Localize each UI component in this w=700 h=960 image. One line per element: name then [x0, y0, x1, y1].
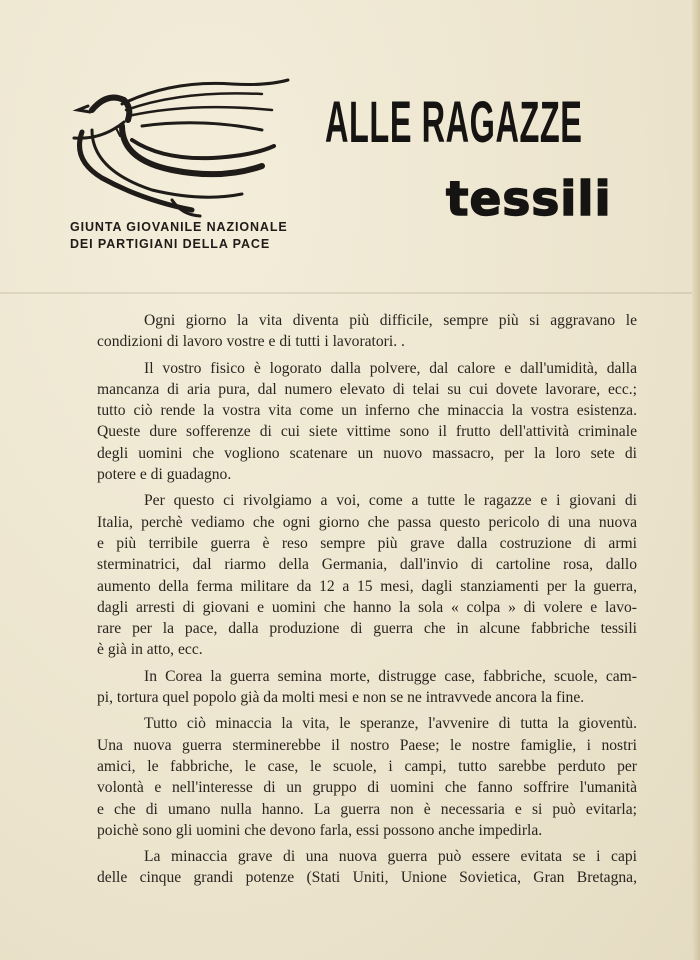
dove-icon [62, 70, 294, 220]
text-line: pi, tortura quel popolo già da molti mesi e non se ne intravvede ancora la fine. [97, 689, 585, 707]
text-line: Per questo ci rivolgiamo a voi, come a tutte le ragazze e i giovani di [144, 492, 637, 510]
text-line: Ogni giorno la vita diventa più difficile, sempre più si aggravano le [144, 312, 637, 329]
paragraph [97, 846, 637, 889]
text-line: rare per la pace, dalla produzione di guerra che in alcune fabbriche tessili [97, 620, 637, 638]
paragraph [97, 310, 637, 353]
text-line: e più terribile guerra è reso sempre più grave dalla costruzione di armi [97, 534, 637, 552]
text-line: volontà e nell'interesse di un gruppo di uomini che fanno soffrire l'umanità [97, 779, 637, 797]
fold-crease [0, 292, 700, 294]
text-line: mancanza di aria pura, dal numero elevato di telai su cui dovete lavorare, ecc.; [97, 380, 637, 398]
text-line: Una nuova guerra sterminerebbe il nostro Paese; le nostre famiglie, i nostri [97, 736, 637, 754]
text-line: potere e di guadagno. [97, 466, 232, 484]
text-line: Il vostro fisico è logorato dalla polvere, dal calore e dall'umidità, dalla [144, 359, 637, 377]
text-line: La minaccia grave di una nuova guerra può essere evitata se i capi [144, 848, 637, 866]
organization-line: GIUNTA GIOVANILE NAZIONALE [70, 220, 288, 234]
text-line: aumento della ferma militare da 12 a 15 mesi, dagli stanziamenti per la guerra, [97, 577, 637, 595]
text-line: tutto ciò rende la vostra vita come un inferno che minaccia la vostra esistenza. [97, 402, 637, 420]
paragraph [97, 358, 637, 486]
text-line: e che di umano nulla hanno. La guerra non è necessaria e si può evitarla; [97, 800, 637, 818]
text-line: In Corea la guerra semina morte, distrugge case, fabbriche, scuole, cam- [144, 667, 637, 685]
text-line: poichè sono gli uomini che devono farla, essi possono anche impedirla. [97, 821, 543, 839]
paragraph [97, 490, 637, 660]
text-line: è già in atto, ecc. [97, 641, 203, 659]
organization-line: DEI PARTIGIANI DELLA PACE [70, 236, 271, 251]
text-line: Tutto ciò minaccia la vita, le speranze, l'avvenire di tutta la gioventù. [144, 715, 637, 733]
text-line: dagli arresti di giovani e uomini che hanno la sola « colpa » di volere e lavo- [97, 598, 637, 616]
text-line: Queste dure sofferenze di cui siete vittime sono il frutto dell'attività criminale [97, 423, 637, 441]
paper-edge [692, 0, 700, 960]
paragraph [97, 666, 637, 709]
text-line: Italia, perchè vediamo che ogni giorno che passa questo pericolo di una nuova [97, 513, 637, 531]
text-line: condizioni di lavoro vostre e di tutti i lavoratori. . [97, 333, 405, 351]
organization-name [70, 219, 288, 252]
text-line: amici, le fabbriche, le case, le scuole, i campi, tutto sarebbe perduto per [97, 757, 637, 775]
paragraph [97, 713, 637, 841]
text-line: degli uomini che vogliono scatenare un nuovo massacro, per la loro sete di [97, 444, 637, 462]
text-line: sterminatrici, dal riarmo della Germania, dall'invio di cartoline rosa, dallo [97, 556, 637, 574]
text-line: delle cinque grandi potenze (Stati Uniti, Unione Sovietica, Gran Bretagna, [97, 869, 637, 887]
headline-subtitle: tessili [446, 172, 612, 227]
leaflet-body [97, 310, 637, 894]
headline-title: ALLE RAGAZZE [325, 90, 583, 155]
